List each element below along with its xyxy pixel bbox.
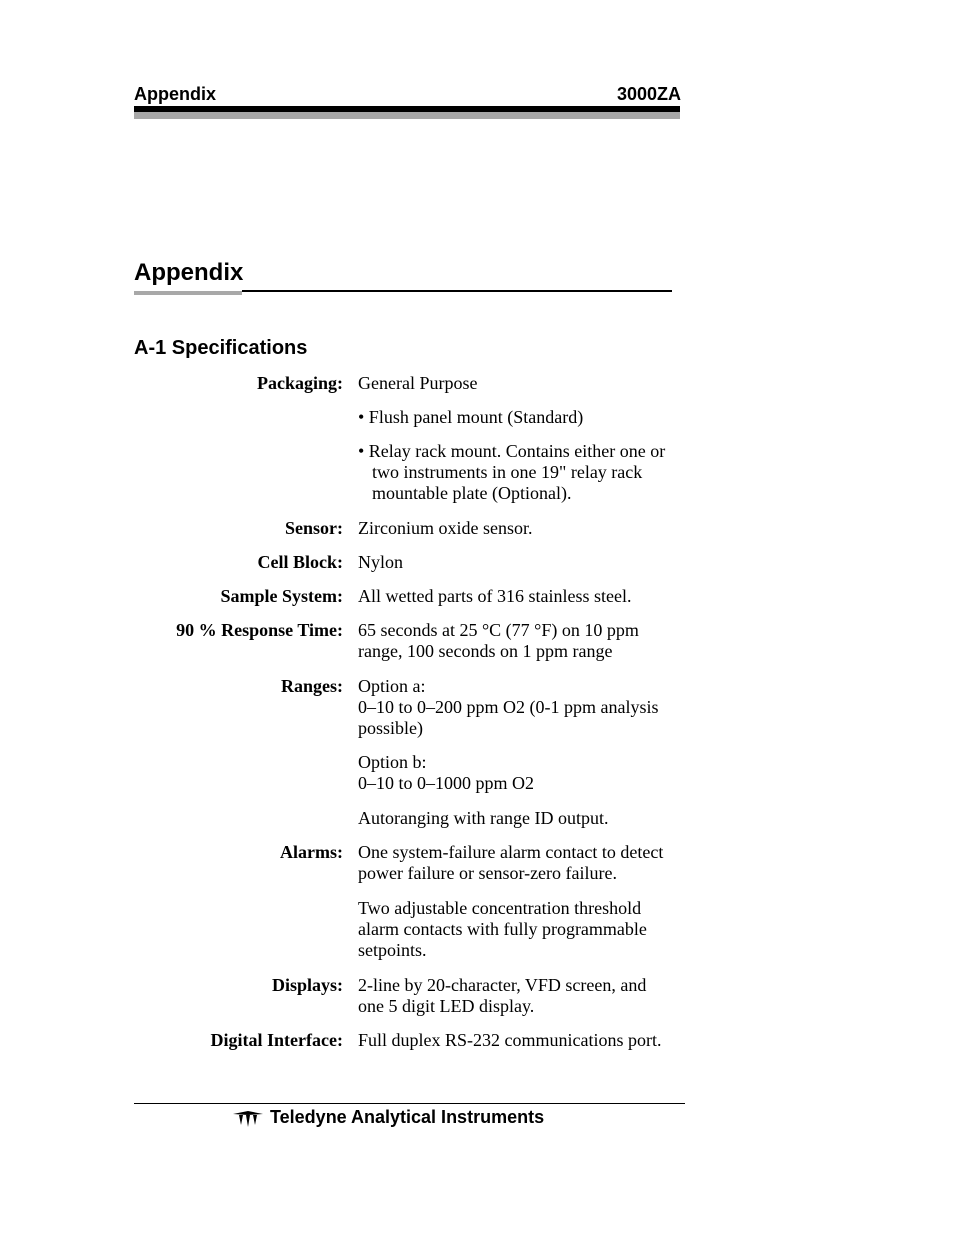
spec-value-displays: 2-line by 20-character, VFD screen, and one 5 digit LED display. [358,975,647,1016]
section-title-underline-accent [134,291,242,295]
spec-label-cell-block: Cell Block: [257,552,343,572]
spec-value-option-b: Option b: [358,752,427,772]
spec-label-digital-interface: Digital Interface: [210,1030,343,1050]
teledyne-logo-icon [232,1109,264,1129]
spec-value-system-failure-alarm: One system-failure alarm contact to detect power failure or sensor-zero failure. [358,842,664,883]
spec-value-autoranging: Autoranging with range ID output. [358,808,609,828]
spec-label-response-time: 90 % Response Time: [176,620,343,640]
spec-value-sample-system: All wetted parts of 316 stainless steel. [358,586,632,606]
section-title-underline [242,290,672,292]
spec-value-option-a-range: 0–10 to 0–200 ppm O2 (0-1 ppm analysis possible) [358,697,659,738]
spec-label-ranges: Ranges: [281,676,343,696]
subsection-title: A-1 Specifications [134,337,308,359]
footer-rule [134,1103,685,1104]
running-header-model: 3000ZA [616,84,681,104]
footer-company-name: Teledyne Analytical Instruments [270,1107,545,1127]
spec-value-digital-interface: Full duplex RS-232 communications port. [358,1030,662,1050]
spec-bullet-flush-panel: • Flush panel mount (Standard) [358,407,584,427]
spec-label-displays: Displays: [271,975,343,995]
spec-label-packaging: Packaging: [256,373,343,393]
spec-value-packaging: General Purpose [358,373,478,393]
spec-label-alarms: Alarms: [280,842,343,862]
spec-label-sensor: Sensor: [285,518,343,538]
spec-bullet-relay-rack: • Relay rack mount. Contains either one or two instruments in one 19" relay rack mountable plate (Optional). [358,441,666,503]
running-header-title: Appendix [134,84,217,104]
spec-value-option-a: Option a: [358,676,426,696]
spec-value-threshold-alarms: Two adjustable concentration threshold alarm contacts with fully programmable setpoints. [358,898,647,960]
header-rule-shadow [134,112,680,119]
spec-value-option-b-range: 0–10 to 0–1000 ppm O2 [358,773,535,793]
spec-label-sample-system: Sample System: [220,586,343,606]
spec-value-sensor: Zirconium oxide sensor. [358,518,533,538]
spec-value-cell-block: Nylon [358,552,403,572]
spec-value-response-time: 65 seconds at 25 °C (77 °F) on 10 ppm range, 100 seconds on 1 ppm range [358,620,639,661]
section-title: Appendix [134,259,244,286]
